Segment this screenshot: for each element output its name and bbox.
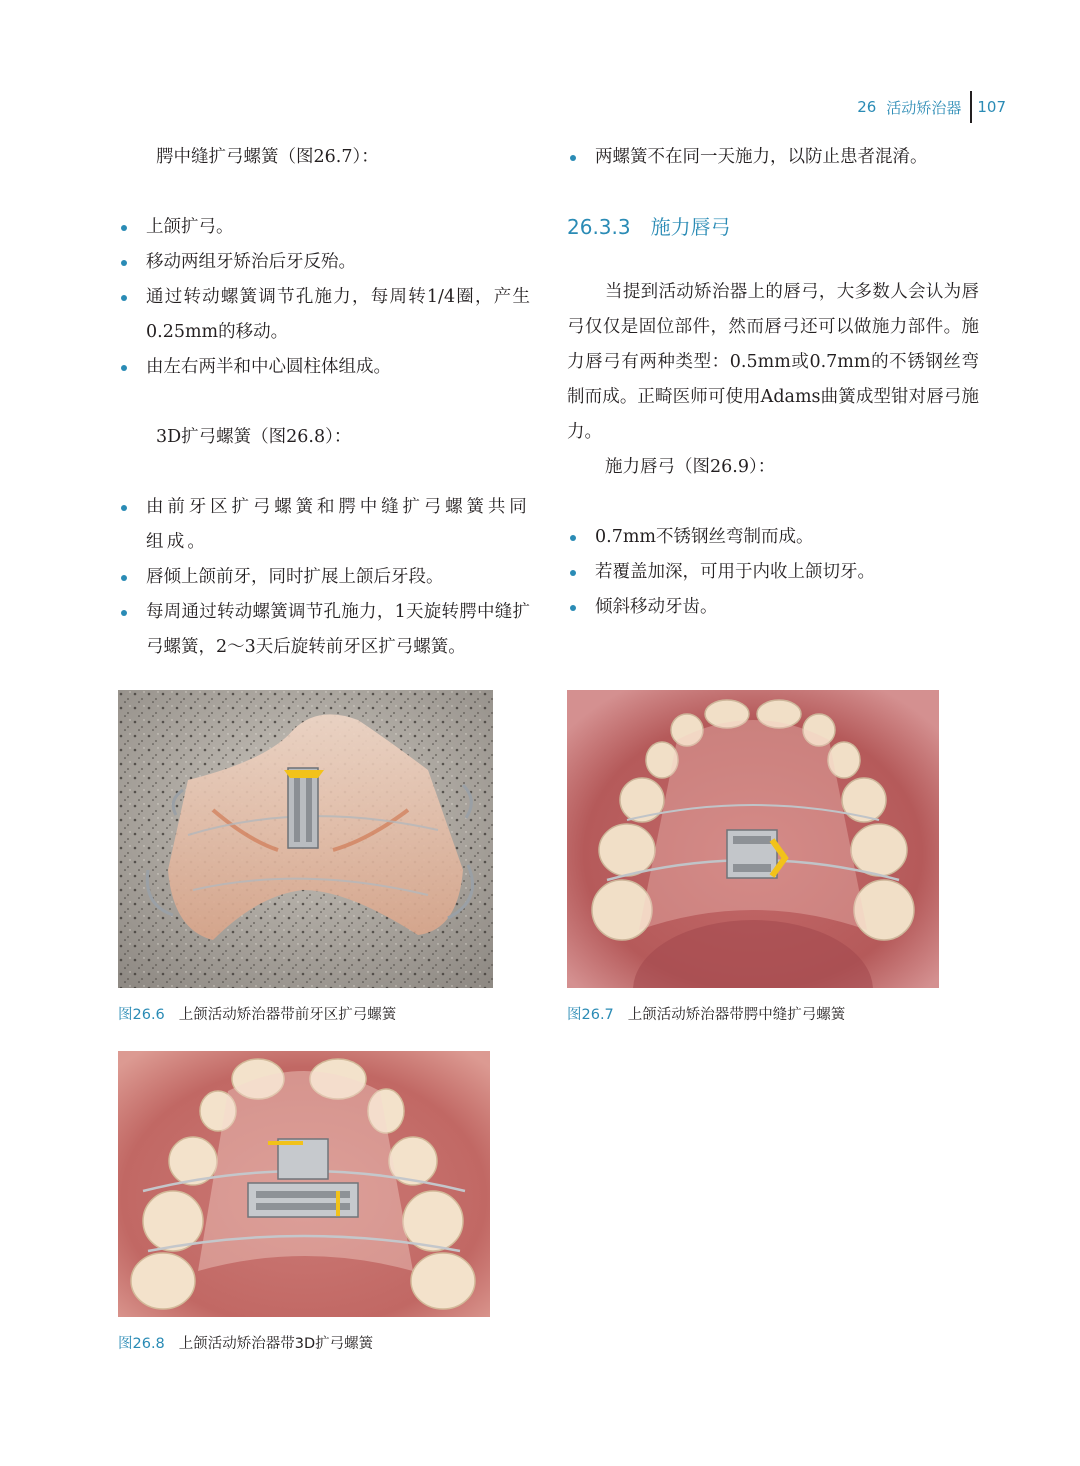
figure-26-6-photo xyxy=(118,690,493,988)
section-heading xyxy=(567,205,979,249)
list-item: 上颌扩弓。 xyxy=(118,210,530,245)
figure-label: 图26.6 xyxy=(118,1007,165,1023)
section-number: 26.3.3 xyxy=(567,215,631,239)
list-top-note xyxy=(567,140,979,175)
intro-3d-screw: 3D扩弓螺簧（图26.8）： xyxy=(156,427,352,447)
figure-26-6-caption xyxy=(118,1003,396,1024)
chapter-title: 活动矫治器 xyxy=(886,98,962,117)
intro-labial-bow: 施力唇弓（图26.9）： xyxy=(605,457,776,477)
list-item: 两螺簧不在同一天施力，以防止患者混淆。 xyxy=(567,140,979,175)
list-item: 若覆盖加深，可用于内收上颌切牙。 xyxy=(567,555,979,590)
list-item: 由左右两半和中心圆柱体组成。 xyxy=(118,350,530,385)
running-header xyxy=(857,92,1006,122)
intro-midpalatal-screw: 腭中缝扩弓螺簧（图26.7）： xyxy=(156,147,379,167)
list-item: 由前牙区扩弓螺簧和腭中缝扩弓螺簧共同组成。 xyxy=(118,490,530,560)
figure-caption-text: 上颌活动矫治器带3D扩弓螺簧 xyxy=(178,1336,374,1352)
figure-label: 图26.7 xyxy=(567,1007,614,1023)
page-number: 107 xyxy=(977,98,1006,116)
figure-26-8-caption xyxy=(118,1332,373,1353)
list-item: 唇倾上颌前牙，同时扩展上颌后牙段。 xyxy=(118,560,530,595)
list-item: 移动两组牙矫治后牙反殆。 xyxy=(118,245,530,280)
header-divider xyxy=(970,91,972,123)
labial-bow-paragraph: 当提到活动矫治器上的唇弓，大多数人会认为唇弓仅仅是固位部件，然而唇弓还可以做施力部件。施力唇弓有两种类型：0.5mm或0.7mm的不锈钢丝弯制而成。正畸医师可使用Adams曲簧成型钳对唇弓施力。 xyxy=(567,282,979,442)
figure-caption-text: 上颌活动矫治器带腭中缝扩弓螺簧 xyxy=(627,1007,846,1023)
chapter-number: 26 xyxy=(857,98,877,116)
figure-label: 图26.8 xyxy=(118,1336,165,1352)
left-column xyxy=(118,140,530,665)
list-midpalatal-screw xyxy=(118,210,530,385)
list-item: 倾斜移动牙齿。 xyxy=(567,590,979,625)
right-column xyxy=(567,140,979,625)
figure-26-7-caption xyxy=(567,1003,845,1024)
list-item: 每周通过转动螺簧调节孔施力，1天旋转腭中缝扩弓螺簧，2～3天后旋转前牙区扩弓螺簧。 xyxy=(118,595,530,665)
section-title: 施力唇弓 xyxy=(650,215,731,239)
list-item: 0.7mm不锈钢丝弯制而成。 xyxy=(567,520,979,555)
list-labial-bow xyxy=(567,520,979,625)
figure-caption-text: 上颌活动矫治器带前牙区扩弓螺簧 xyxy=(178,1007,397,1023)
figure-26-7-photo xyxy=(567,690,939,988)
list-3d-screw xyxy=(118,490,530,665)
figure-26-8-photo xyxy=(118,1051,490,1317)
list-item: 通过转动螺簧调节孔施力，每周转1/4圈，产生0.25mm的移动。 xyxy=(118,280,530,350)
